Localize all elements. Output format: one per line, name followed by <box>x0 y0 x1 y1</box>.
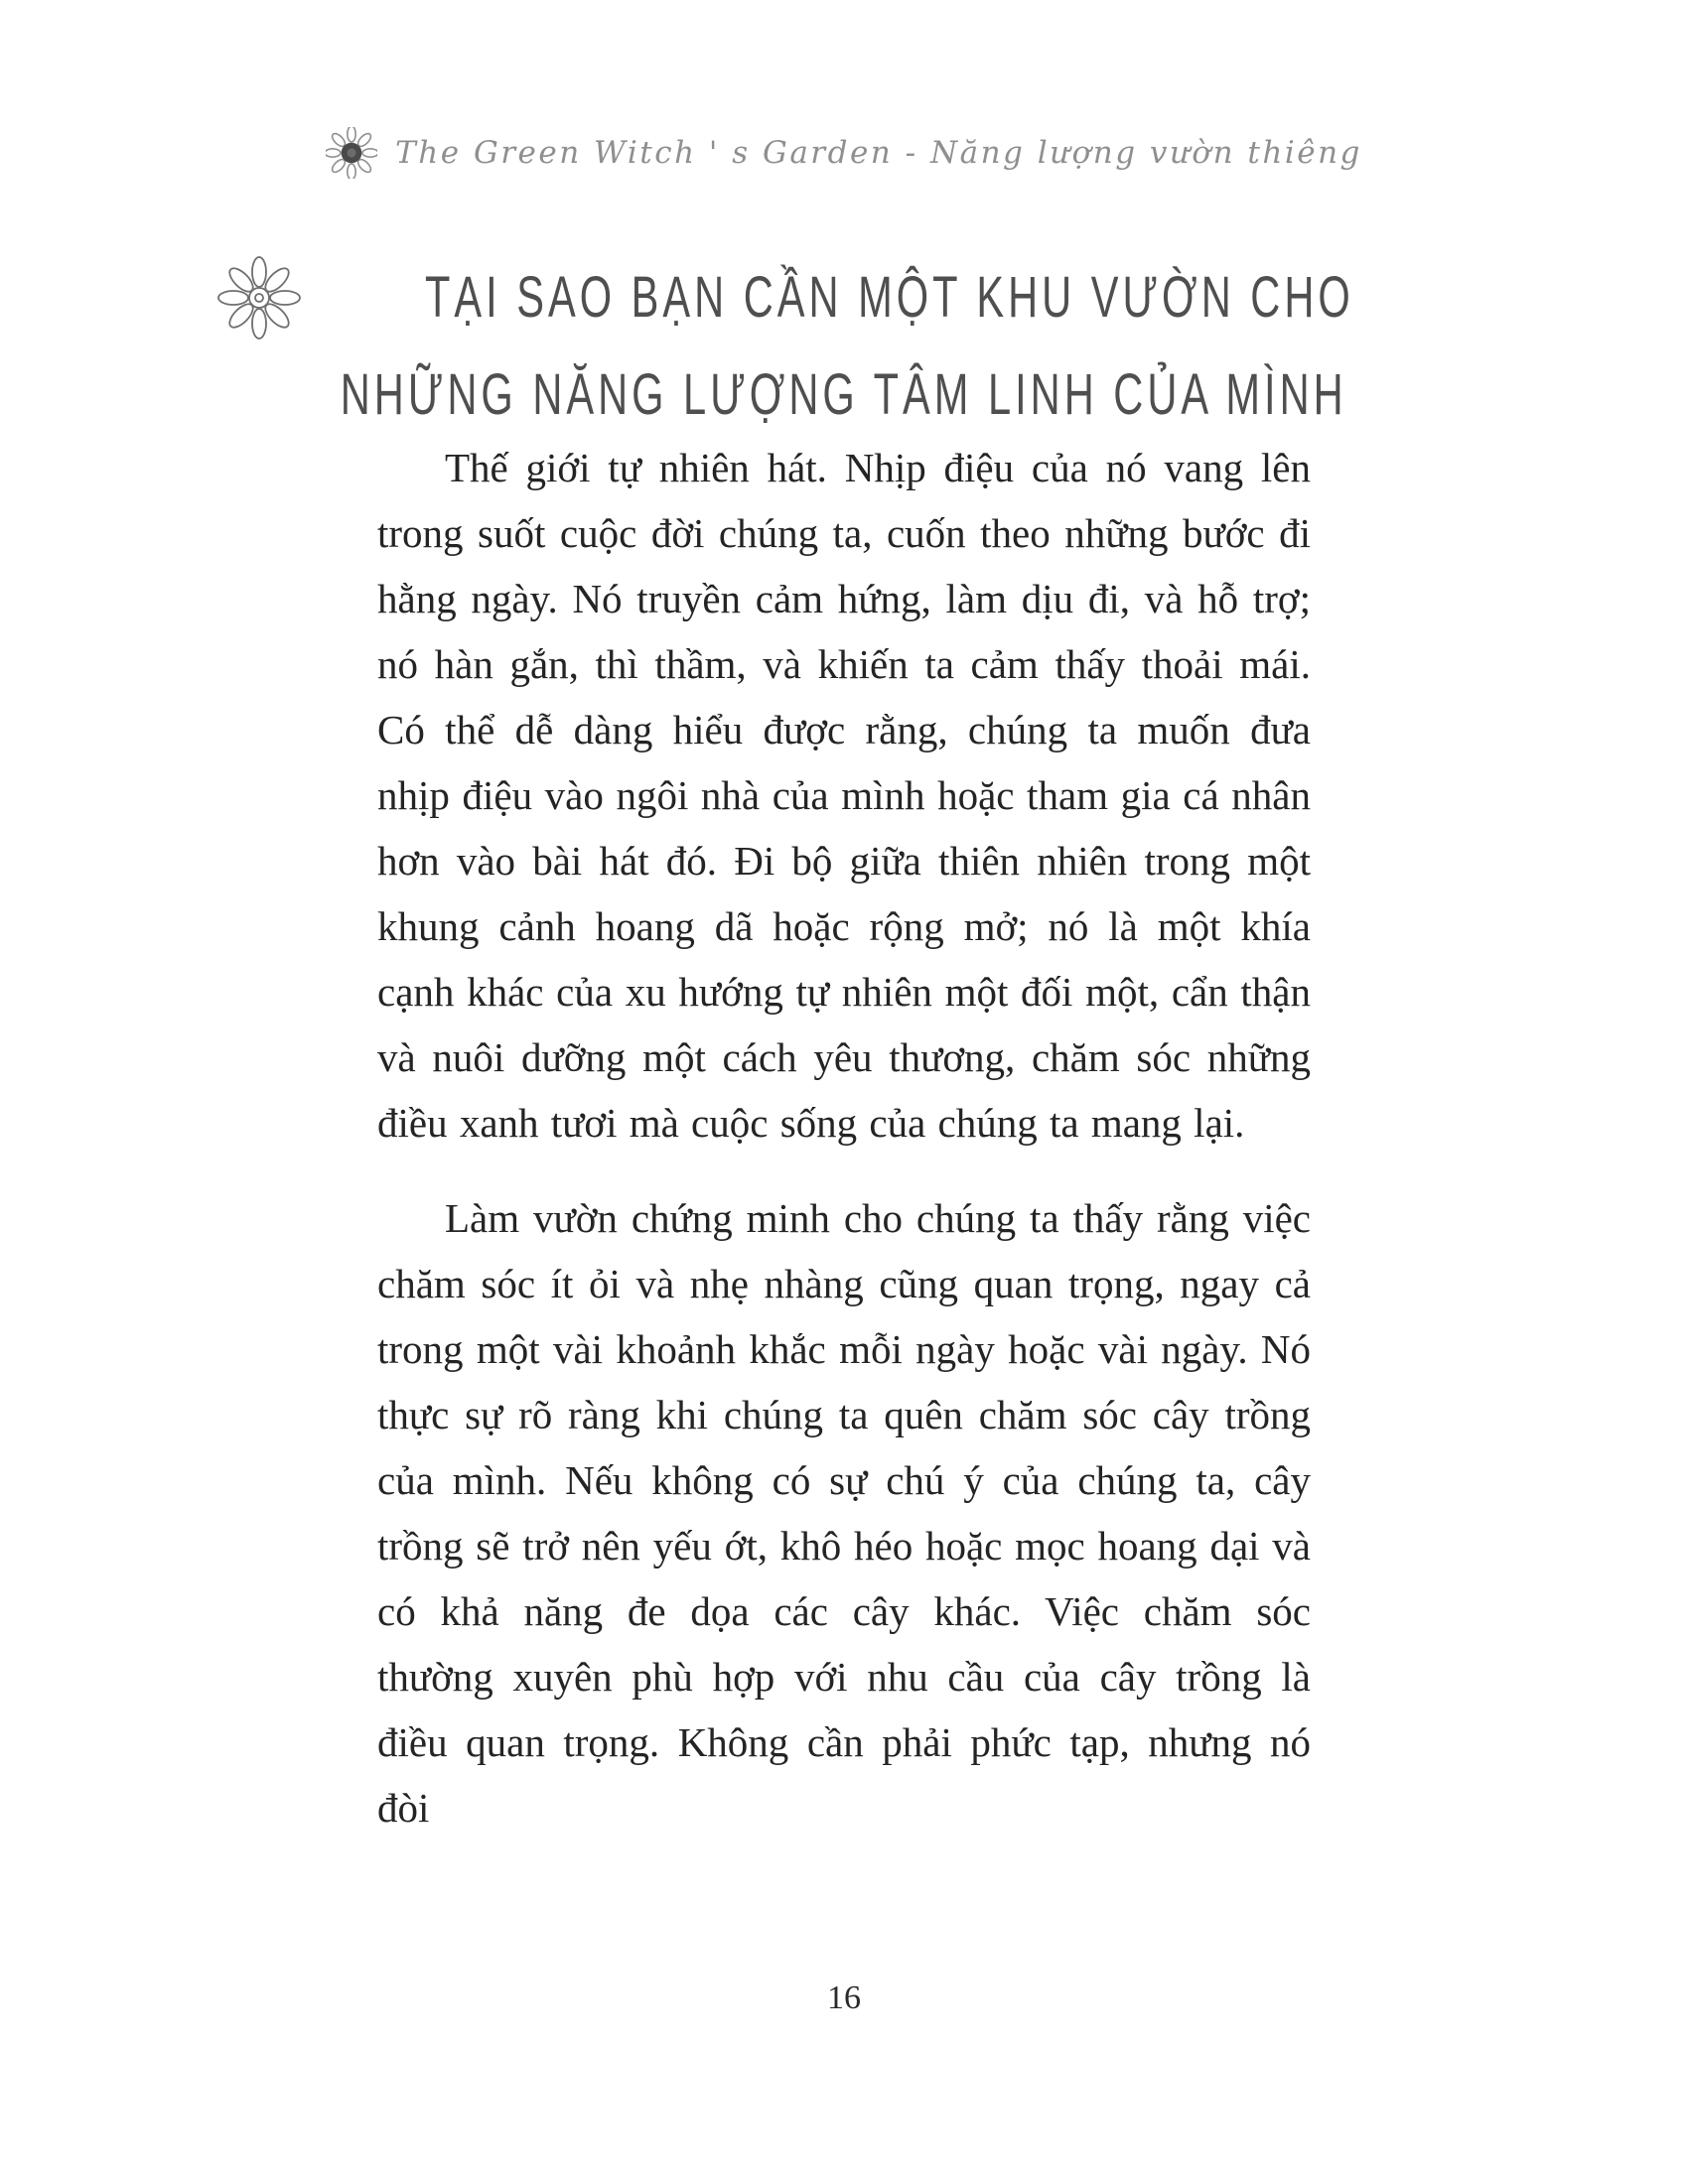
body-text <box>377 435 1311 1841</box>
chapter-title-line2-row <box>0 362 1688 428</box>
running-header-title: The Green Witch ' s Garden - Năng lượng vườn thiêng <box>395 135 1362 171</box>
paragraph-2: Làm vườn chứng minh cho chúng ta thấy rằng việc chăm sóc ít ỏi và nhẹ nhàng cũng quan trọng, ngay cả trong một vài khoảnh khắc mỗi ngày hoặc vài ngày. Nó thực sự rõ ràng khi chúng ta quên chăm sóc cây trồng của mình. Nếu không có sự chú ý của chúng ta, cây trồng sẽ trở nên yếu ớt, khô héo hoặc mọc hoang dại và có khả năng đe dọa các cây khác. Việc chăm sóc thường xuyên phù hợp với nhu cầu của cây trồng là điều quan trọng. Không cần phải phức tạp, nhưng nó đòi <box>377 1195 1311 1831</box>
chapter-title-line2: NHỮNG NĂNG LƯỢNG TÂM LINH CỦA MÌNH <box>341 362 1347 428</box>
page-number: 16 <box>827 1979 861 2016</box>
paragraph-1: Thế giới tự nhiên hát. Nhịp điệu của nó vang lên trong suốt cuộc đời chúng ta, cuốn theo những bước đi hằng ngày. Nó truyền cảm hứng, làm dịu đi, và hỗ trợ; nó hàn gắn, thì thầm, và khiến ta cảm thấy thoải mái. Có thể dễ dàng hiểu được rằng, chúng ta muốn đưa nhịp điệu vào ngôi nhà của mình hoặc tham gia cá nhân hơn vào bài hát đó. Đi bộ giữa thiên nhiên trong một khung cảnh hoang dã hoặc rộng mở; nó là một khía cạnh khác của xu hướng tự nhiên một đối một, cẩn thận và nuôi dưỡng một cách yêu thương, chăm sóc những điều xanh tươi mà cuộc sống của chúng ta mang lại. <box>377 445 1311 1146</box>
sunflower-icon <box>326 127 377 179</box>
running-header <box>0 127 1688 179</box>
chapter-title <box>0 256 1688 428</box>
flower-icon <box>217 256 301 340</box>
chapter-title-line1: TẠI SAO BẠN CẦN MỘT KHU VƯỜN CHO <box>425 265 1354 331</box>
chapter-title-line1-row <box>0 256 1688 340</box>
